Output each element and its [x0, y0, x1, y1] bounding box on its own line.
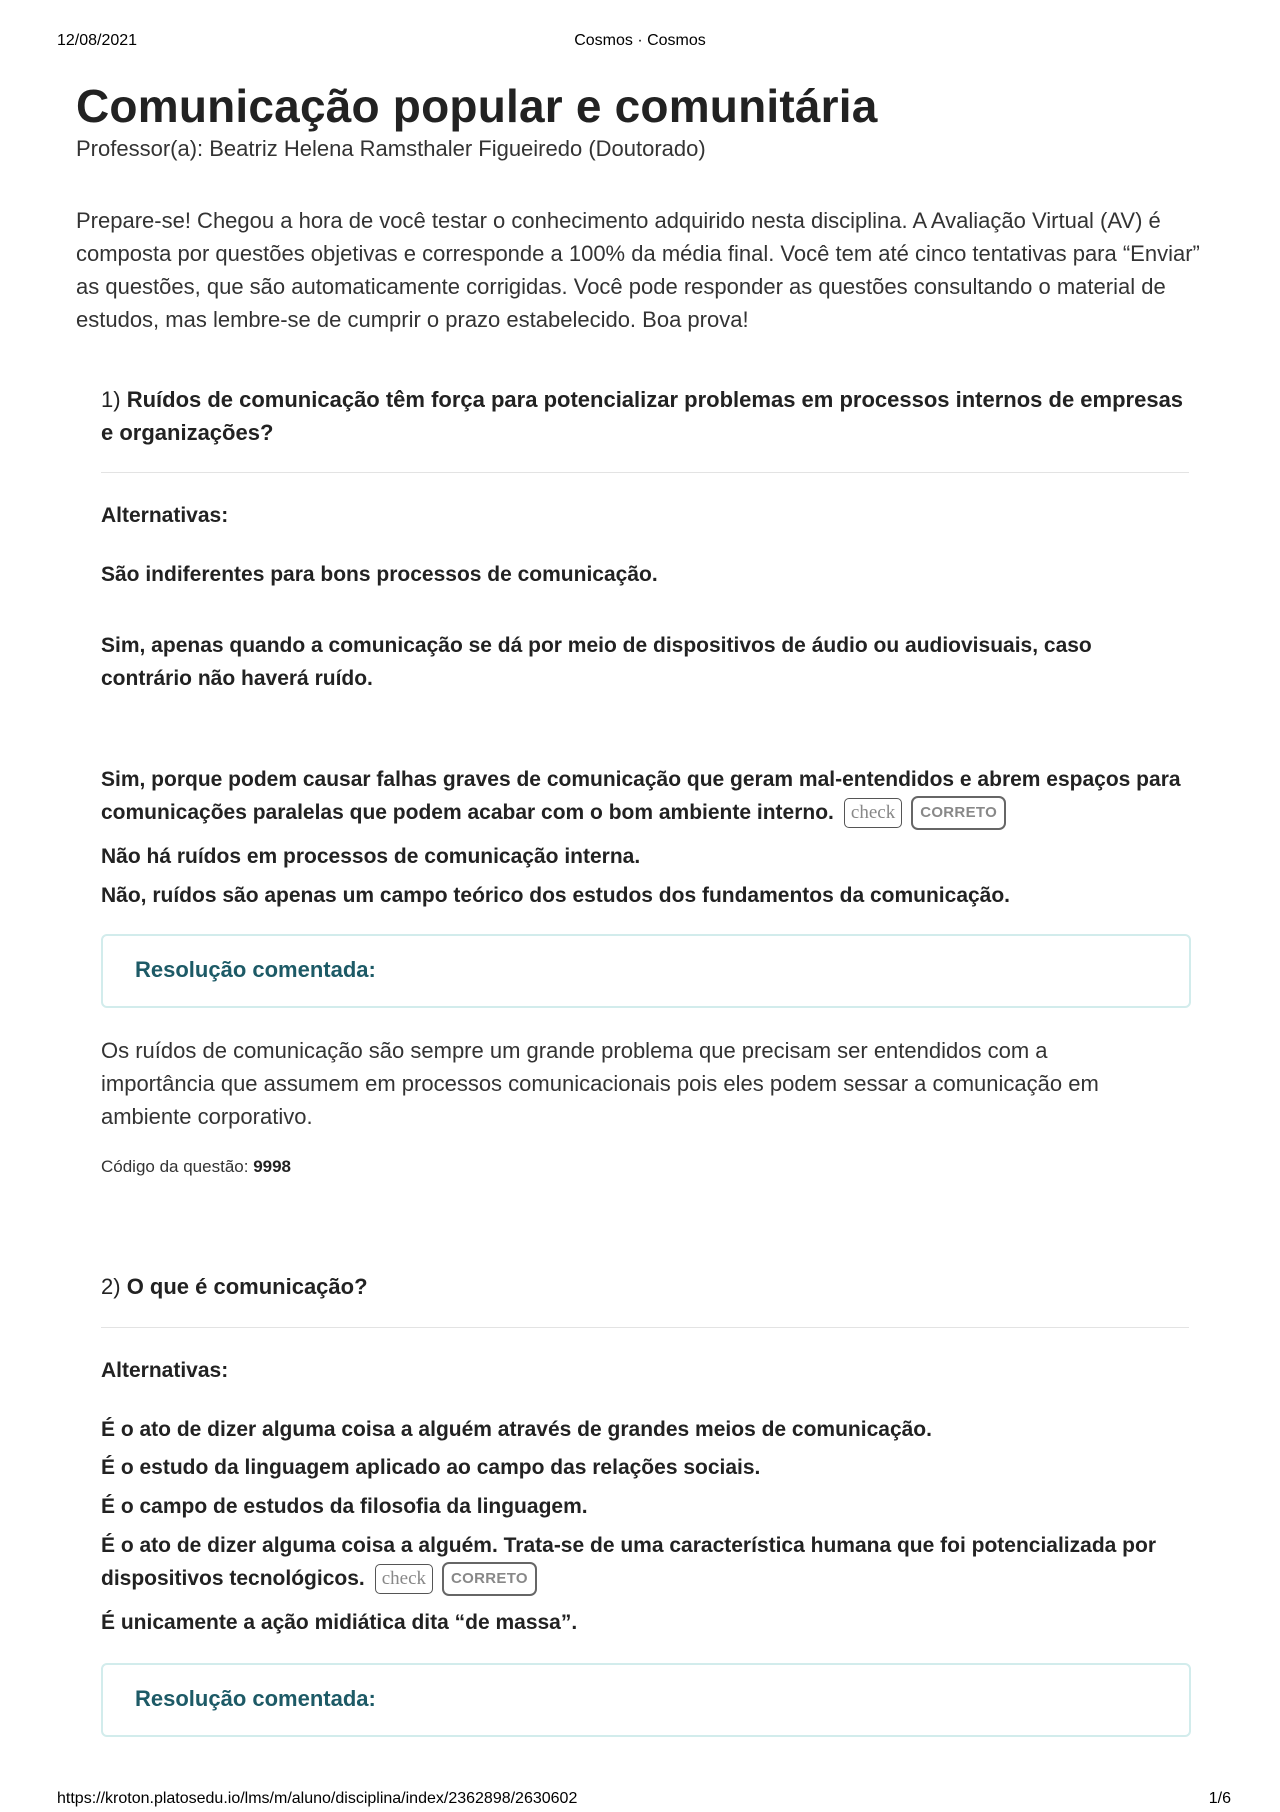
print-url[interactable]: https://kroton.platosedu.io/lms/m/aluno/disciplina/index/2362898/2630602: [57, 1790, 578, 1807]
check-icon: check: [844, 798, 902, 828]
print-page-number: 1/6: [1208, 1790, 1231, 1807]
question-code-label: Código da questão:: [101, 1157, 249, 1176]
question-2: [101, 1270, 1191, 1303]
question-2-alternative-d-text: É o ato de dizer alguma coisa a alguém. Trata-se de uma característica humana que foi potencializada por dispositivos tecnológicos.: [101, 1534, 1156, 1590]
correct-badge: CORRETO: [442, 1562, 537, 1596]
print-title: Cosmos · Cosmos: [574, 32, 706, 49]
question-1-alternative-a[interactable]: São indiferentes para bons processos de comunicação.: [101, 563, 658, 586]
question-1-alternative-c[interactable]: [101, 763, 1201, 830]
page-title: Comunicação popular e comunitária: [76, 80, 878, 132]
question-2-number: 2): [101, 1274, 121, 1299]
question-2-title: [101, 1270, 1191, 1303]
print-header: [0, 32, 1280, 52]
professor-name: Professor(a): Beatriz Helena Ramsthaler Figueiredo (Doutorado): [76, 136, 706, 161]
correct-badge: CORRETO: [911, 796, 1006, 830]
question-code-value: 9998: [253, 1157, 292, 1176]
question-1-divider: [101, 472, 1189, 473]
question-1-alternative-d[interactable]: Não há ruídos em processos de comunicação interna.: [101, 845, 641, 868]
question-2-alternative-e[interactable]: É unicamente a ação midiática dita “de massa”.: [101, 1611, 578, 1634]
question-1-alternatives-heading: Alternativas:: [101, 504, 229, 527]
intro-text: Prepare-se! Chegou a hora de você testar o conhecimento adquirido nesta disciplina. A Avaliação Virtual (AV) é composta por questões objetivas e corresponde a 100% da média final. Você tem até cinco tentativas para “Enviar” as questões, que são automaticamente corrigidas. Você pode responder as questões consultando o material de estudos, mas lembre-se de cumprir o prazo estabelecido. Boa prova!: [76, 208, 1200, 332]
resolution-label: Resolução comentada:: [135, 1686, 376, 1711]
question-1-explanation: Os ruídos de comunicação são sempre um grande problema que precisam ser entendidos com a importância que assumem em processos comunicacionais pois eles podem sessar a comunicação em ambiente corporativo.: [101, 1038, 1099, 1129]
question-1-alternative-e[interactable]: Não, ruídos são apenas um campo teórico dos estudos dos fundamentos da comunicação.: [101, 884, 1011, 907]
question-1: [101, 383, 1191, 449]
page-content: [76, 78, 1206, 336]
question-1-number: 1): [101, 387, 121, 412]
question-2-resolution-toggle[interactable]: [101, 1663, 1191, 1737]
question-1-alternative-c-text: Sim, porque podem causar falhas graves de comunicação que geram mal-entendidos e abrem espaços para comunicações paralelas que podem acabar com o bom ambiente interno.: [101, 768, 1181, 824]
question-1-resolution-toggle[interactable]: [101, 934, 1191, 1008]
print-footer: [0, 1790, 1280, 1810]
question-2-alternatives-heading: Alternativas:: [101, 1359, 229, 1382]
question-2-alternative-a[interactable]: É o ato de dizer alguma coisa a alguém através de grandes meios de comunicação.: [101, 1418, 932, 1441]
question-2-divider: [101, 1327, 1189, 1328]
question-1-title: [101, 383, 1191, 449]
question-2-alternative-d[interactable]: [101, 1529, 1191, 1596]
question-1-alternative-b[interactable]: Sim, apenas quando a comunicação se dá por meio de dispositivos de áudio ou audiovisuais, caso contrário não haverá ruído.: [101, 634, 1092, 690]
resolution-label: Resolução comentada:: [135, 957, 376, 982]
print-date: 12/08/2021: [57, 32, 138, 49]
question-1-text: Ruídos de comunicação têm força para potencializar problemas em processos internos de empresas e organizações?: [101, 387, 1184, 445]
question-2-alternative-b[interactable]: É o estudo da linguagem aplicado ao campo das relações sociais.: [101, 1456, 761, 1479]
question-1-code: [101, 1157, 291, 1177]
check-icon: check: [375, 1564, 433, 1594]
question-2-alternative-c[interactable]: É o campo de estudos da filosofia da linguagem.: [101, 1495, 588, 1518]
question-2-text: O que é comunicação?: [126, 1274, 368, 1299]
